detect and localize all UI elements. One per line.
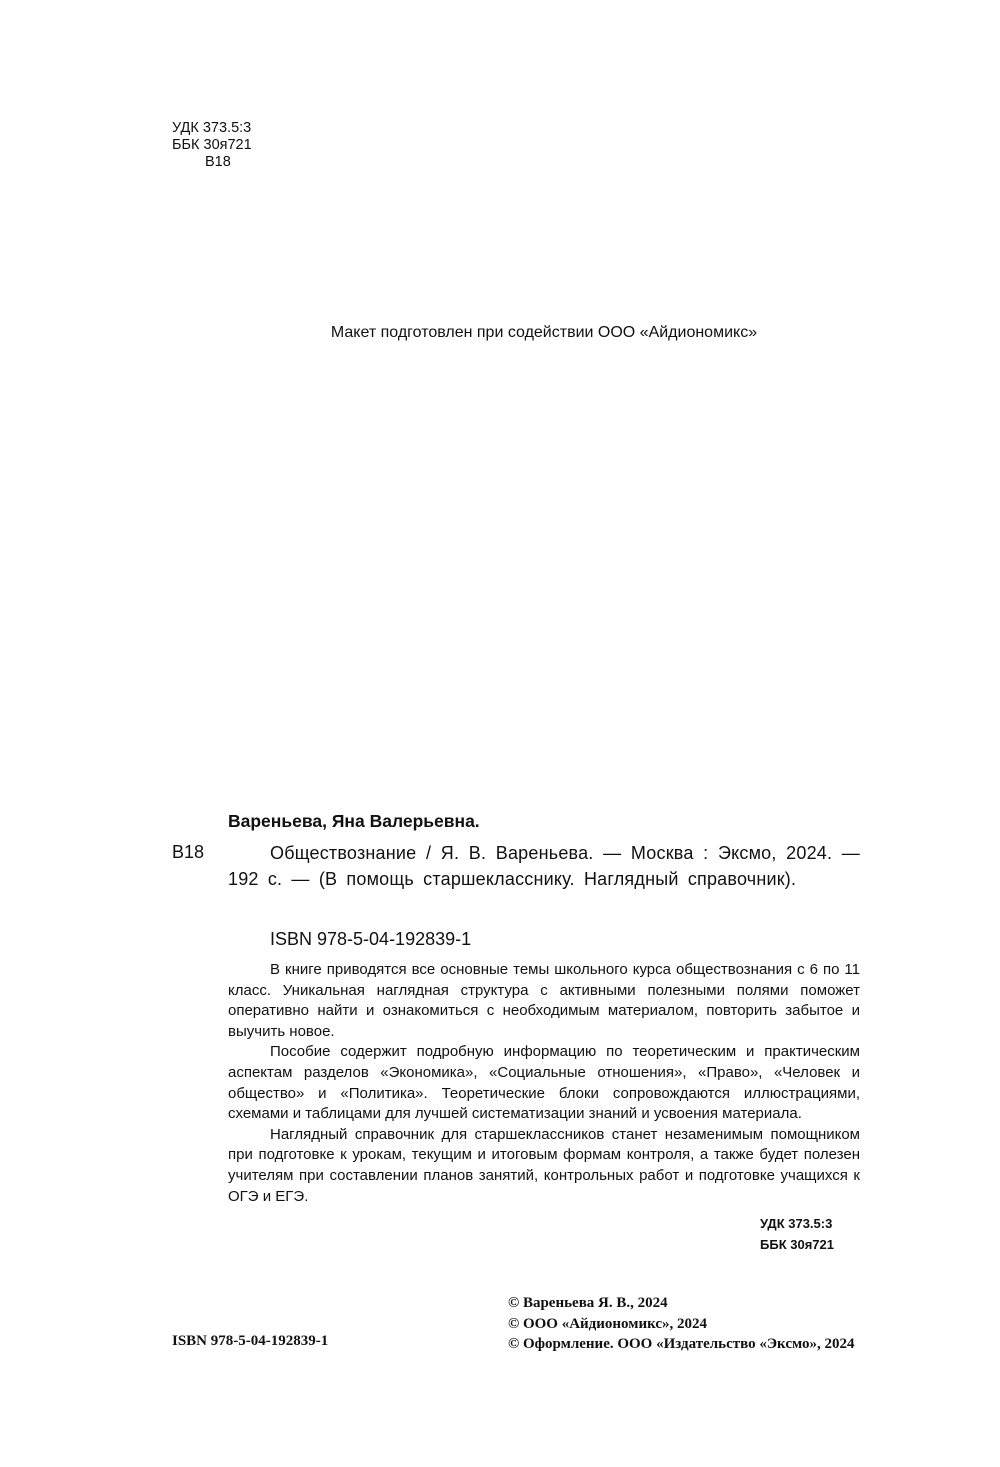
- header-bbk: ББК 30я721: [172, 137, 252, 153]
- header-udk: УДК 373.5:3: [172, 120, 252, 136]
- annotation-paragraph: Наглядный справочник для старшеклассников станет незаменимым помощником при подготовке к урокам, текущим и итоговым формам контроля, а также будет полезен учителям при составлении планов занятий, контрольных работ и подготовке учащихся к ОГЭ и ЕГЭ.: [228, 1125, 860, 1205]
- layout-note: Макет подготовлен при содействии ООО «Айдиономикс»: [330, 324, 758, 341]
- catalog-author: Вареньева, Яна Валерьевна.: [228, 811, 480, 831]
- catalog-classification-codes: [760, 1213, 860, 1255]
- bibliographic-entry: [228, 840, 860, 892]
- annotation-paragraph: В книге приводятся все основные темы школьного курса обществознания с 6 по 11 класс. Уникальная наглядная структура с активными полезными полями поможет оперативно найти и ознакомиться с необходимым материалом, повторить забытое и выучить новое.: [228, 961, 860, 1040]
- catalog-bbk: ББК 30я721: [760, 1237, 834, 1252]
- copyright-line: © ООО «Айдиономикс», 2024: [508, 1315, 708, 1332]
- annotation: [228, 960, 860, 1207]
- copyright-line: © Оформление. ООО «Издательство «Эксмо», 2024: [508, 1336, 855, 1352]
- catalog-udk: УДК 373.5:3: [760, 1216, 833, 1231]
- copyright-line: © Вареньева Я. В., 2024: [508, 1295, 668, 1311]
- footer-isbn: ISBN 978-5-04-192839-1: [172, 1333, 329, 1349]
- bibliographic-text: Обществознание / Я. В. Вареньева. — Москва : Эксмо, 2024. — 192 с. — (В помощь старшекласснику. Наглядный справочник).: [228, 843, 860, 889]
- annotation-paragraph: Пособие содержит подробную информацию по теоретическим и практическим аспектам разделов «Экономика», «Социальные отношения», «Право», «Человек и общество» и «Политика». Теоретические блоки сопровождаются иллюстрациями, схемами и таблицами для лучшей систематизации знаний и усвоения материала.: [228, 1043, 860, 1123]
- catalog-isbn: ISBN 978-5-04-192839-1: [270, 929, 472, 949]
- catalog-index: В18: [172, 842, 205, 862]
- header-author-mark: В18: [205, 154, 231, 170]
- header-classification-codes: [172, 120, 252, 171]
- copyright-block: [508, 1293, 855, 1355]
